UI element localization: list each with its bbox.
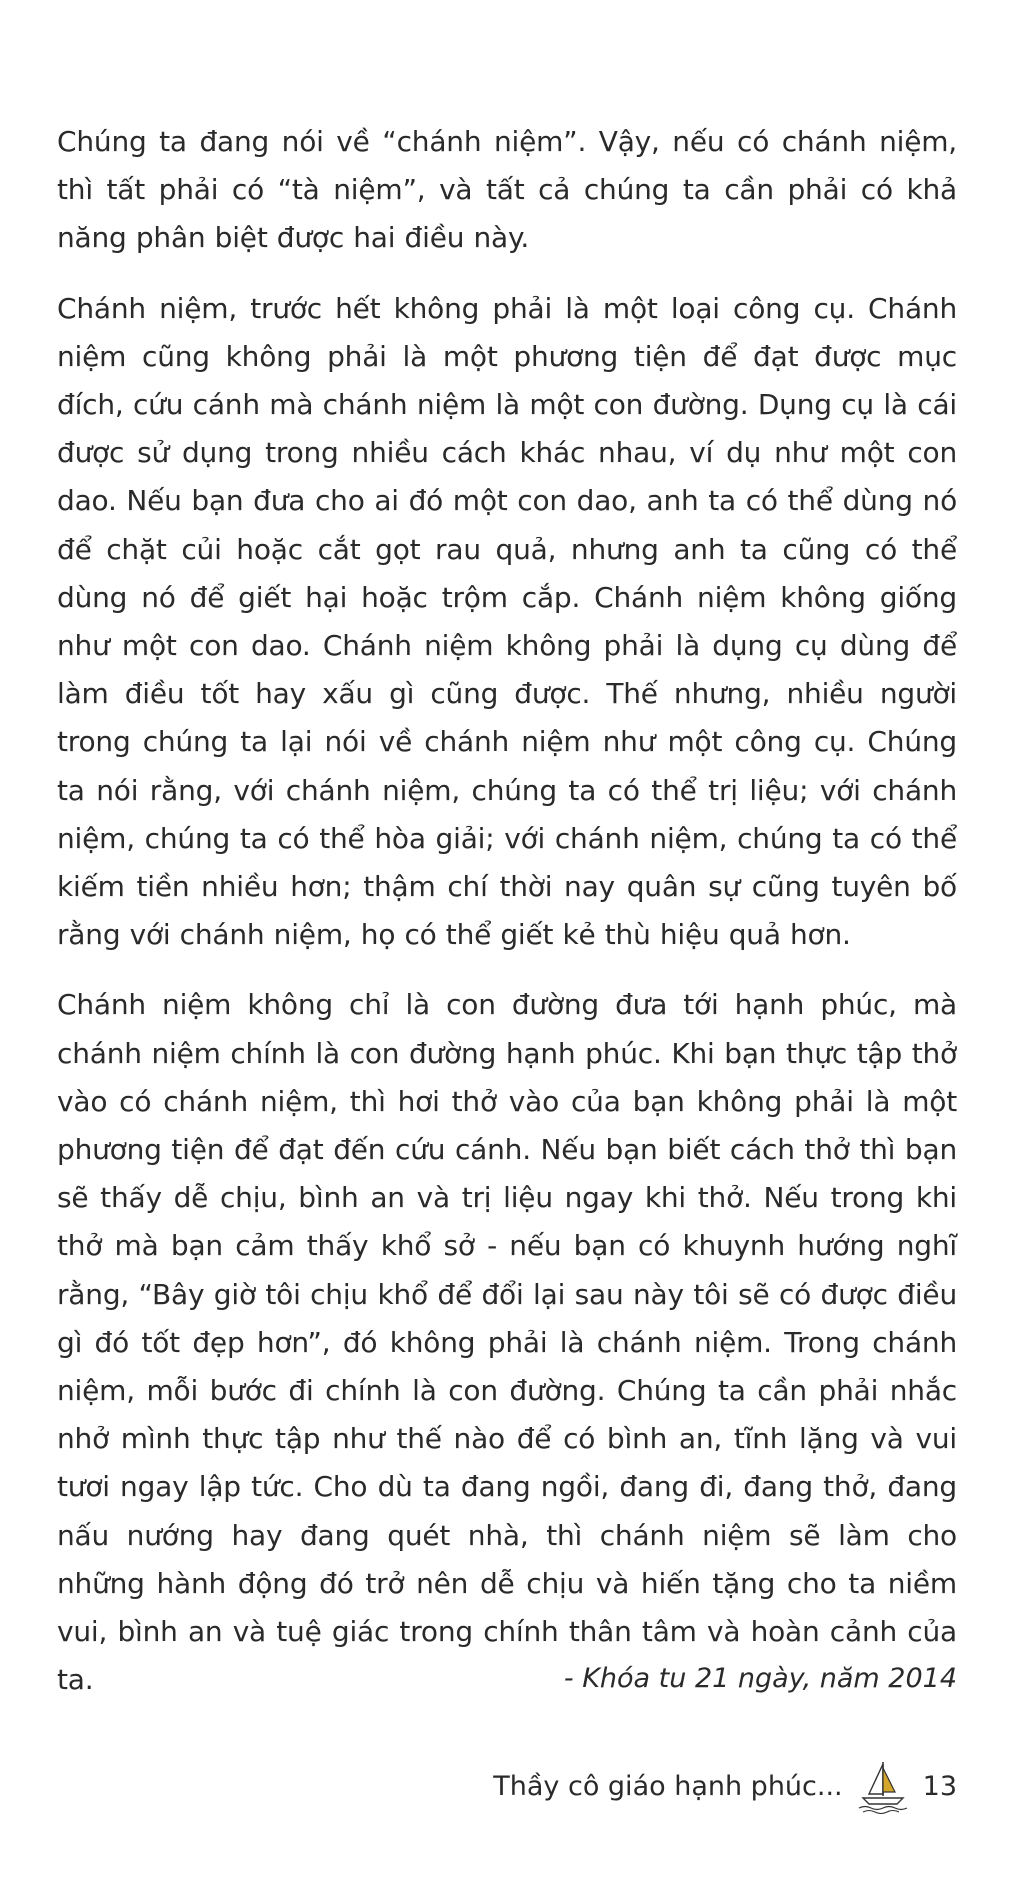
paragraph-3: Chánh niệm không chỉ là con đường đưa tới hạnh phúc, mà chánh niệm chính là con đường hạnh phúc. Khi bạn thực tập thở vào có chánh niệm, thì hơi thở vào của bạn không phải là một phương tiện để đạt đến cứu cánh. Nếu bạn biết cách thở thì bạn sẽ thấy dễ chịu, bình an và trị liệu ngay khi thở. Nếu trong khi thở mà bạn cảm thấy khổ sở - nếu bạn có khuynh hướng nghĩ rằng, “Bây giờ tôi chịu khổ để đổi lại sau này tôi sẽ có được điều gì đó tốt đẹp hơn”, đó không phải là chánh niệm. Trong chánh niệm, mỗi bước đi chính là con đường. Chúng ta cần phải nhắc nhở mình thực tập như thế nào để có bình an, tĩnh lặng và vui tươi ngay lập tức. Cho dù ta đang ngồi, đang đi, đang thở, đang nấu nướng hay đang quét nhà, thì chánh niệm sẽ làm cho những hành động đó trở nên dễ chịu và hiến tặng cho ta niềm vui, bình an và tuệ giác trong chính thân tâm và hoàn cảnh của ta. — [57, 988, 957, 1697]
paragraph-1: Chúng ta đang nói về “chánh niệm”. Vậy, nếu có chánh niệm, thì tất phải có “tà niệm”, và tất cả chúng ta cần phải có khả năng phân biệt được hai điều này. — [57, 125, 957, 255]
attribution: - Khóa tu 21 ngày, năm 2014 — [563, 1663, 957, 1694]
book-title: Thầy cô giáo hạnh phúc... — [493, 1770, 843, 1802]
paragraph-2: Chánh niệm, trước hết không phải là một loại công cụ. Chánh niệm cũng không phải là một phương tiện để đạt được mục đích, cứu cánh mà chánh niệm là một con đường. Dụng cụ là cái được sử dụng trong nhiều cách khác nhau, ví dụ như một con dao. Nếu bạn đưa cho ai đó một con dao, anh ta có thể dùng nó để chặt củi hoặc cắt gọt rau quả, nhưng anh ta cũng có thể dùng nó để giết hại hoặc trộm cắp. Chánh niệm không giống như một con dao. Chánh niệm không phải là dụng cụ dùng để làm điều tốt hay xấu gì cũng được. Thế nhưng, nhiều người trong chúng ta lại nói về chánh niệm như một công cụ. Chúng ta nói rằng, với chánh niệm, chúng ta có thể trị liệu; với chánh niệm, chúng ta có thể hòa giải; với chánh niệm, chúng ta có thể kiếm tiền nhiều hơn; thậm chí thời nay quân sự cũng tuyên bố rằng với chánh niệm, họ có thể giết kẻ thù hiệu quả hơn. — [57, 291, 957, 952]
page-number: 13 — [922, 1770, 957, 1802]
sailboat-icon — [857, 1758, 911, 1814]
page-body — [57, 118, 957, 1727]
page-footer — [0, 1756, 957, 1816]
